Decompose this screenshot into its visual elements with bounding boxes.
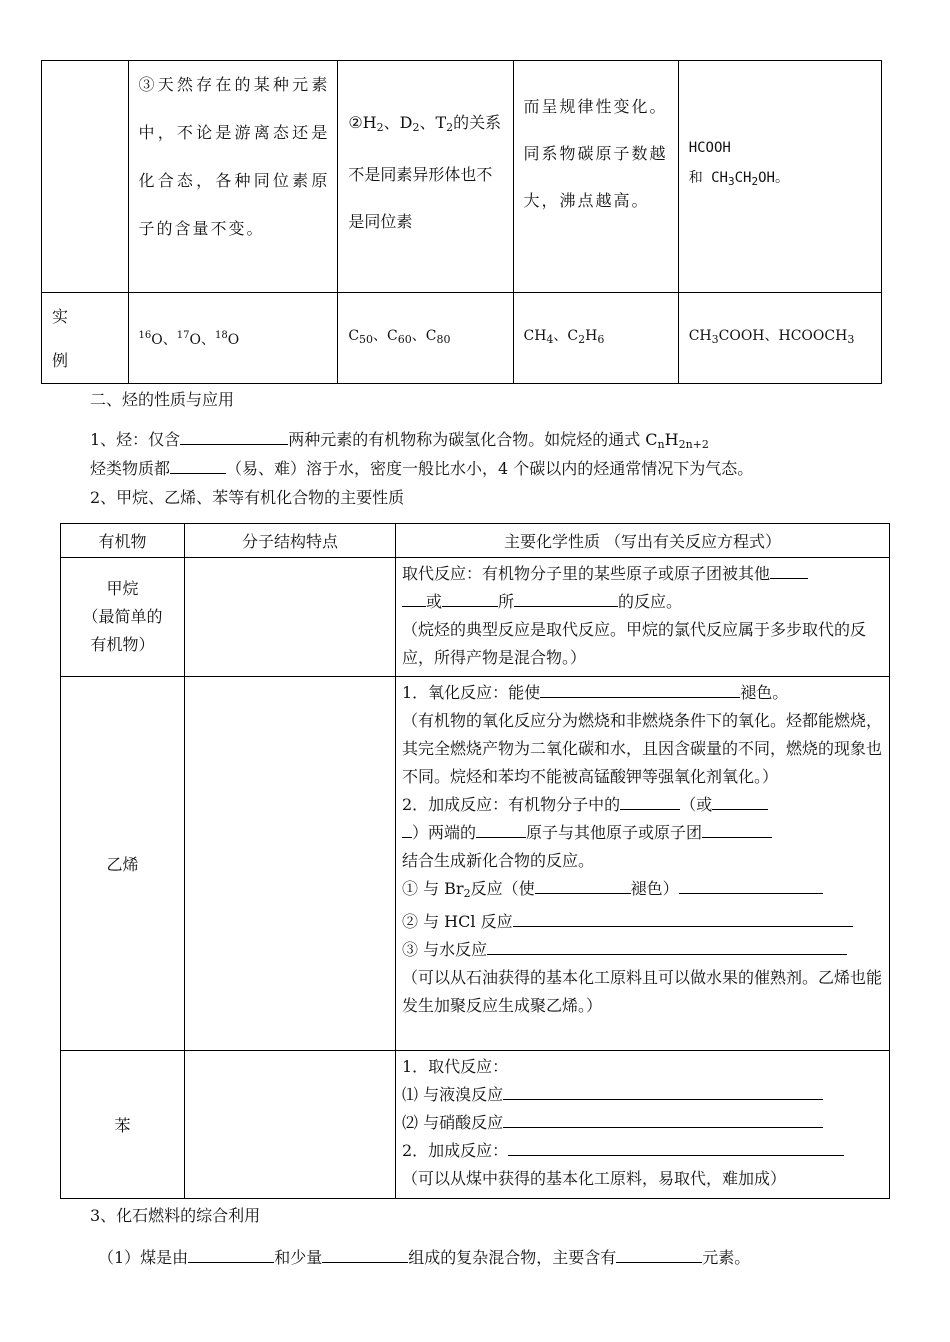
- properties-table: [60, 523, 890, 1199]
- table-cell: [338, 293, 513, 384]
- text-line: [402, 1081, 883, 1109]
- homologues-example: [514, 326, 678, 350]
- paragraph-solubility: [90, 455, 753, 482]
- text-line: [402, 819, 883, 847]
- properties-cell: [396, 1051, 890, 1199]
- text-run: 结合生成新化合物的反应。: [402, 851, 595, 870]
- table-cell: [513, 293, 678, 384]
- text-run: COOH、HCOOCH: [718, 328, 848, 344]
- text-run: 、C: [411, 328, 437, 344]
- cell-text: ③天然存在的某种元素中，不论是游离态还是化合态，各种同位素原子的含量不变。: [138, 75, 330, 238]
- answer-blank[interactable]: [616, 1261, 702, 1263]
- text-run: ⑵ 与硝酸反应: [402, 1113, 504, 1132]
- formula-ethanol: [689, 163, 873, 197]
- isotopes-example: [129, 326, 338, 350]
- cell-text: [338, 61, 512, 245]
- subscript: 2n+2: [678, 438, 709, 451]
- paragraph-hydrocarbon-def: [90, 426, 709, 458]
- structure-answer-cell[interactable]: [185, 558, 396, 677]
- table-cell: [42, 61, 129, 293]
- subscript: 2: [578, 333, 586, 346]
- text-line: [402, 560, 883, 588]
- note-text: （有机物的氧化反应分为燃烧和非燃烧条件下的氧化。烃都能燃烧，其完全燃烧产物为二氧化碳和水，且因含碳量的不同，燃烧的现象也不同。烷烃和苯均不能被高锰酸钾等强氧化剂氧化。）: [402, 711, 883, 786]
- text-line: [402, 679, 883, 707]
- label-char: 例: [52, 351, 69, 370]
- table-row: [42, 61, 882, 293]
- answer-blank[interactable]: [540, 696, 740, 698]
- table-cell: [338, 61, 513, 293]
- text-run: CH: [688, 328, 712, 344]
- text-run: 2．加成反应：有机物分子中的: [402, 795, 621, 814]
- cell-text: [396, 677, 889, 1022]
- text-run: 或: [426, 592, 443, 611]
- text-run: 和少量: [274, 1248, 323, 1267]
- text-run: 反应（使: [470, 879, 535, 898]
- section-heading: 3、化石燃料的综合利用: [90, 1206, 261, 1225]
- table-row-methane: [61, 558, 890, 677]
- text-run: O、: [189, 332, 215, 348]
- text-run: 、C: [553, 328, 579, 344]
- text-line: （最简单的: [82, 607, 163, 626]
- text-line: [402, 847, 883, 875]
- answer-blank[interactable]: [487, 953, 847, 955]
- text-run: H: [585, 328, 598, 344]
- text-run: 原子与其他原子或原子团: [526, 823, 703, 842]
- answer-blank[interactable]: [188, 1261, 274, 1263]
- answer-blank[interactable]: [770, 577, 808, 579]
- text-run: （1）煤是由: [98, 1248, 189, 1267]
- isomers-example: [679, 326, 881, 350]
- text-run: O、: [151, 332, 177, 348]
- answer-blank[interactable]: [508, 1154, 844, 1156]
- table-cell: [513, 61, 678, 293]
- text-line: [402, 908, 883, 936]
- text-run: ⑴ 与液溴反应: [402, 1085, 504, 1104]
- answer-blank[interactable]: [170, 472, 226, 474]
- text-line: [402, 936, 883, 964]
- text-run: 、D: [383, 113, 413, 132]
- text-run: 、C: [373, 328, 398, 344]
- text-run: 2．加成反应：: [402, 1141, 509, 1160]
- table-row-ethylene: [61, 677, 890, 1051]
- text-run: 和 CH: [688, 170, 728, 186]
- header-organic: 有机物: [61, 524, 185, 558]
- subscript: 2: [376, 121, 384, 134]
- table-cell: [128, 293, 338, 384]
- text-run: 元素。: [702, 1248, 751, 1267]
- properties-cell: [396, 677, 890, 1051]
- text-run: OH。: [758, 170, 789, 186]
- answer-blank[interactable]: [620, 808, 680, 810]
- answer-blank[interactable]: [503, 1126, 823, 1128]
- table-row: [42, 293, 882, 384]
- cell-text: [396, 1051, 889, 1195]
- answer-blank[interactable]: [535, 892, 631, 894]
- text-line: [402, 875, 883, 908]
- subscript: 6: [597, 333, 605, 346]
- text-line: [402, 791, 883, 819]
- subscript: 2: [446, 121, 454, 134]
- text-line: [402, 1109, 883, 1137]
- text-run: CH: [734, 170, 752, 186]
- paragraph-properties-title: 2、甲烷、乙烯、苯等有机化合物的主要性质: [90, 488, 405, 507]
- text-run: 的关系不是同素异形体也不是同位素: [348, 113, 502, 231]
- text-run: O: [227, 332, 240, 348]
- organic-name-cell: 乙烯: [61, 677, 185, 1051]
- structure-answer-cell[interactable]: [185, 677, 396, 1051]
- text-run: ②H: [348, 113, 377, 132]
- structure-answer-cell[interactable]: [185, 1051, 396, 1199]
- organic-name: [61, 575, 184, 659]
- subscript: 50: [359, 333, 374, 346]
- text-run: （或: [680, 795, 713, 814]
- answer-blank[interactable]: [712, 808, 768, 810]
- text-run: CH: [523, 328, 547, 344]
- text-line: 甲烷: [106, 579, 139, 598]
- cell-text: [396, 558, 889, 674]
- cell-text: [679, 61, 881, 197]
- text-line: [402, 1137, 883, 1165]
- text-run: （易、难）溶于水，密度一般比水小，4 个碳以内的烃通常情况下为气态。: [226, 459, 754, 478]
- allotropes-example: [338, 326, 512, 350]
- subscript: 3: [728, 175, 735, 188]
- cell-text: 而呈规律性变化。同系物碳原子数越大，沸点越高。: [523, 97, 668, 210]
- superscript: 16: [138, 330, 152, 341]
- text-run: H: [664, 430, 679, 449]
- text-run: ③ 与水反应: [402, 940, 488, 959]
- text-run: 1、烃：仅含: [90, 430, 181, 449]
- comparison-table: [41, 60, 882, 384]
- text-run: 两种元素的有机物称为碳氢化合物。如烷烃的通式 C: [288, 430, 658, 449]
- table-cell: [678, 61, 881, 293]
- table-cell: [128, 61, 338, 293]
- text-run: 所: [498, 592, 515, 611]
- answer-blank[interactable]: [180, 443, 288, 445]
- subscript: 80: [436, 333, 451, 346]
- subscript: n: [657, 438, 665, 451]
- paragraph-coal: [98, 1244, 750, 1271]
- answer-blank[interactable]: [442, 605, 498, 607]
- text-run: ）两端的: [412, 823, 477, 842]
- note-text: （烷烃的典型反应是取代反应。甲烷的氯代反应属于多步取代的反应，所得产物是混合物。）: [402, 620, 867, 667]
- subscript: 3: [711, 333, 719, 346]
- answer-blank[interactable]: [322, 1261, 408, 1263]
- superscript: 17: [176, 330, 190, 341]
- organic-name-cell: 苯: [61, 1051, 185, 1199]
- table-row-benzene: [61, 1051, 890, 1199]
- note-text: （可以从煤中获得的基本化工原料，易取代，难加成）: [402, 1169, 787, 1188]
- answer-blank[interactable]: [702, 836, 772, 838]
- answer-blank[interactable]: [514, 605, 618, 607]
- section-heading: 二、烃的性质与应用: [90, 390, 235, 409]
- table-cell: [678, 293, 881, 384]
- formula-hcooh: HCOOH: [688, 140, 731, 156]
- text-run: 的反应。: [618, 592, 683, 611]
- note-text: （可以从石油获得的基本化工原料且可以做水果的催熟剂。乙烯也能发生加聚反应生成聚乙烯。）: [402, 968, 883, 1015]
- text-run: 褪色。: [740, 683, 789, 702]
- subscript: 3: [847, 333, 855, 346]
- text-run: 组成的复杂混合物，主要含有: [408, 1248, 617, 1267]
- answer-blank[interactable]: [513, 925, 853, 927]
- subscript: 4: [546, 333, 554, 346]
- text-line: [402, 588, 883, 616]
- subscript: 60: [397, 333, 412, 346]
- text-run: 取代反应：有机物分子里的某些原子或原子团被其他: [402, 564, 771, 583]
- superscript: 18: [214, 330, 228, 341]
- subscript: 2: [412, 121, 420, 134]
- label-char: 实: [52, 307, 69, 326]
- subscript: 2: [751, 175, 759, 188]
- text-run: 1．氧化反应：能使: [402, 683, 541, 702]
- text-run: 烃类物质都: [90, 459, 171, 478]
- text-run: ① 与 Br: [402, 879, 464, 898]
- table-cell: [42, 293, 129, 384]
- subscript: 2: [463, 887, 471, 900]
- organic-name-cell: [61, 558, 185, 677]
- table-header-row: [61, 524, 890, 558]
- text-run: ② 与 HCl 反应: [402, 912, 513, 931]
- text-run: 褪色）: [630, 879, 679, 898]
- answer-blank[interactable]: [503, 1098, 823, 1100]
- answer-blank[interactable]: [402, 605, 426, 607]
- header-structure: 分子结构特点: [185, 524, 396, 558]
- properties-cell: [396, 558, 890, 677]
- row-label: [42, 293, 128, 383]
- answer-blank[interactable]: [679, 892, 823, 894]
- text-line: 有机物）: [90, 635, 155, 654]
- answer-blank[interactable]: [476, 836, 526, 838]
- text-run: C: [348, 328, 360, 344]
- text-line: 1．取代反应：: [402, 1057, 509, 1076]
- header-chem-properties: 主要化学性质 （写出有关反应方程式）: [396, 524, 890, 558]
- text-run: 、T: [419, 113, 447, 132]
- answer-blank[interactable]: [402, 836, 412, 838]
